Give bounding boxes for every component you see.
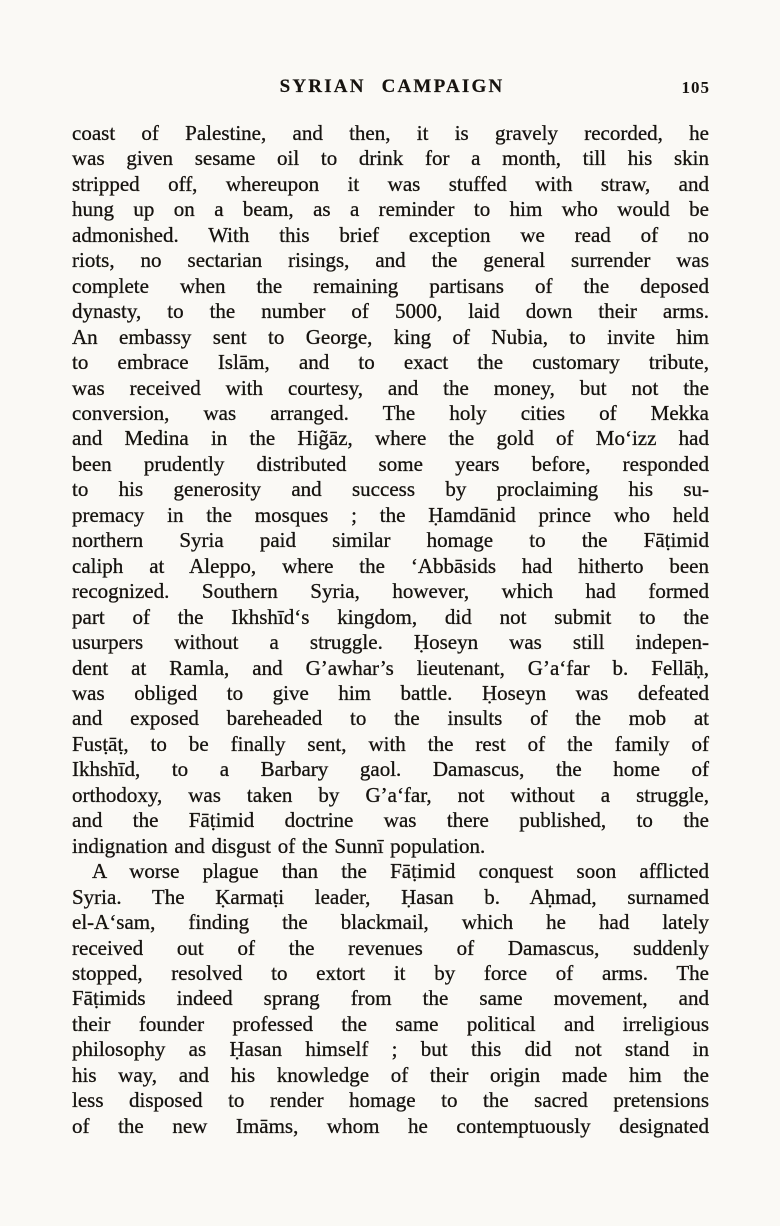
text-line: Fāṭimids indeed sprang from the same movement, and	[72, 986, 709, 1011]
text-line: philosophy as Ḥasan himself ; but this did not stand in	[72, 1037, 709, 1062]
text-line: complete when the remaining partisans of the deposed	[72, 273, 709, 298]
text-line: An embassy sent to George, king of Nubia, to invite him	[72, 324, 709, 349]
text-line: coast of Palestine, and then, it is gravely recorded, he	[72, 121, 709, 145]
text-line: Syria. The Ḳarmaṭi leader, Ḥasan b. Aḥmad, surnamed	[72, 884, 709, 909]
text-line: was given sesame oil to drink for a month, till his skin	[72, 146, 709, 171]
text-line: Ikhshīd, to a Barbary gaol. Damascus, the home of	[72, 757, 709, 782]
text-line: premacy in the mosques ; the Ḥamdānid prince who held	[72, 502, 709, 527]
text-line: dynasty, to the number of 5000, laid down their arms.	[72, 299, 709, 324]
text-line: northern Syria paid similar homage to the Fāṭimid	[72, 528, 709, 553]
text-line: admonished. With this brief exception we read of no	[72, 222, 709, 247]
page-header	[72, 76, 712, 100]
text-line: part of the Ikhshīd‘s kingdom, did not submit to the	[72, 604, 709, 629]
text-line: and Medina in the Hig̃āz, where the gold of Mo‘izz had	[72, 426, 709, 451]
text-line: Fusṭāṭ, to be finally sent, with the rest of the family of	[72, 731, 709, 756]
text-line: to his generosity and success by proclaiming his su-	[72, 477, 709, 502]
text-line: his way, and his knowledge of their origin made him the	[72, 1062, 709, 1087]
text-line: el-A‘sam, finding the blackmail, which he had lately	[72, 910, 709, 935]
text-line: received out of the revenues of Damascus, suddenly	[72, 935, 709, 960]
text-line: A worse plague than the Fāṭimid conquest soon afflicted	[92, 859, 709, 884]
running-head-title: SYRIAN CAMPAIGN	[279, 76, 505, 97]
text-line: of the new Imāms, whom he contemptuously designated	[72, 1113, 709, 1138]
text-line: and exposed bareheaded to the insults of the mob at	[72, 706, 709, 731]
text-line: was received with courtesy, and the money, but not the	[72, 375, 709, 400]
paragraph	[72, 121, 709, 859]
body-text	[72, 121, 709, 1139]
text-line: their founder professed the same political and irreligious	[72, 1011, 709, 1036]
text-line: caliph at Aleppo, where the ‘Abbāsids had hitherto been	[72, 553, 709, 578]
text-line: recognized. Southern Syria, however, which had formed	[72, 579, 709, 604]
paragraph	[72, 859, 709, 1139]
page-number: 105	[681, 78, 710, 97]
text-line: less disposed to render homage to the sacred pretensions	[72, 1088, 709, 1113]
text-line: stopped, resolved to extort it by force of arms. The	[72, 960, 709, 985]
text-line: riots, no sectarian risings, and the general surrender was	[72, 248, 709, 273]
text-line: usurpers without a struggle. Ḥoseyn was still indepen-	[72, 630, 709, 655]
text-line: dent at Ramla, and G’awhar’s lieutenant, G’a‘far b. Fellāḥ,	[72, 655, 709, 680]
text-line: was obliged to give him battle. Ḥoseyn was defeated	[72, 680, 709, 705]
text-line: been prudently distributed some years before, responded	[72, 451, 709, 476]
text-line: indignation and disgust of the Sunnī population.	[72, 833, 486, 858]
text-line: and the Fāṭimid doctrine was there published, to the	[72, 808, 709, 833]
text-line: conversion, was arranged. The holy cities of Mekka	[72, 400, 709, 425]
text-line: orthodoxy, was taken by G’a‘far, not without a struggle,	[72, 782, 709, 807]
text-line: hung up on a beam, as a reminder to him who would be	[72, 197, 709, 222]
text-line: to embrace Islām, and to exact the customary tribute,	[72, 350, 709, 375]
text-line: stripped off, whereupon it was stuffed with straw, and	[72, 171, 709, 196]
